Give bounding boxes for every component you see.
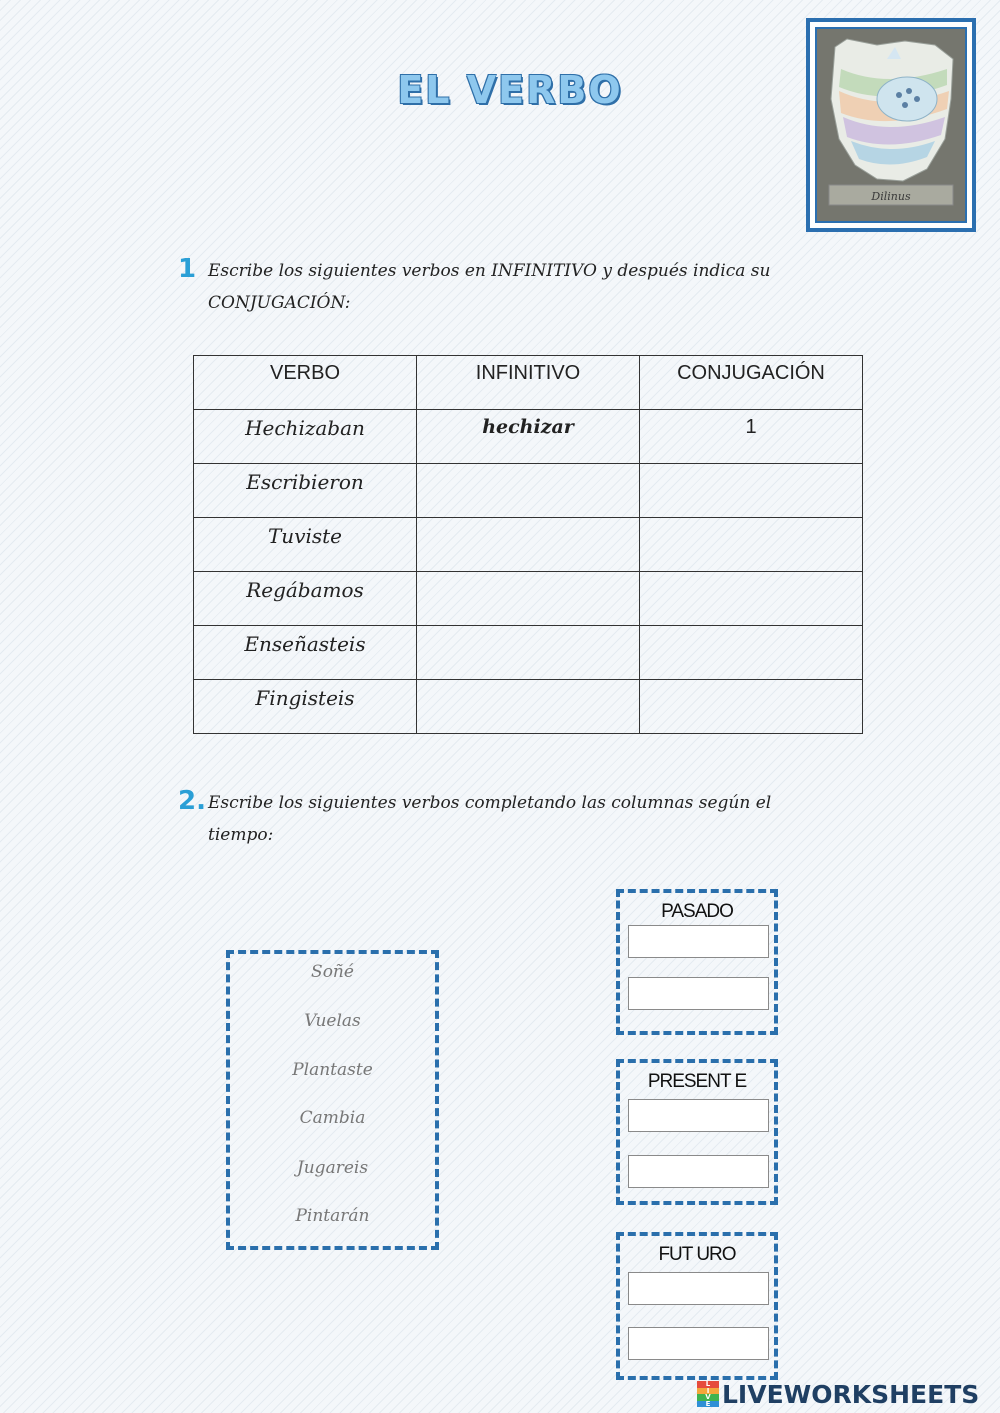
draggable-word[interactable]: Plantaste (292, 1060, 373, 1080)
verb-cell: Escribieron (194, 464, 417, 518)
infinitive-input[interactable] (417, 518, 640, 572)
crest-image (815, 27, 967, 223)
draggable-word[interactable]: Pintarán (295, 1206, 370, 1226)
verb-cell: Regábamos (194, 572, 417, 626)
draggable-word[interactable]: Vuelas (304, 1011, 361, 1031)
drop-field[interactable] (628, 1272, 769, 1305)
exercise2-number: 2. (178, 786, 206, 816)
page-title: EL VERBO (397, 68, 623, 112)
crest-label: Dilinus (871, 190, 911, 203)
conjugation-input[interactable] (640, 626, 863, 680)
conjugation-input[interactable] (640, 572, 863, 626)
table-row (194, 464, 863, 518)
verb-table (193, 355, 863, 734)
tense-label: FUT URO (658, 1244, 736, 1265)
logo-badge-icon: L I V E (697, 1381, 719, 1407)
conjugation-input[interactable] (640, 680, 863, 734)
table-row (194, 410, 863, 464)
header-infinitivo: INFINITIVO (417, 356, 640, 410)
drop-field[interactable] (628, 1099, 769, 1132)
drop-field[interactable] (628, 977, 769, 1010)
exercise2-instruction-line1: Escribe los siguientes verbos completando las columnas según el (208, 793, 772, 813)
verb-cell: Fingisteis (194, 680, 417, 734)
header-verbo: VERBO (194, 356, 417, 410)
exercise1-number: 1 (178, 254, 197, 284)
verb-cell: Hechizaban (194, 410, 417, 464)
tense-label: PRESENT E (647, 1071, 747, 1092)
table-header-row (194, 356, 863, 410)
verb-cell: Tuviste (194, 518, 417, 572)
infinitive-input[interactable] (417, 626, 640, 680)
exercise1-instruction-line2: CONJUGACIÓN: (208, 293, 351, 313)
verb-cell: Enseñasteis (194, 626, 417, 680)
tense-label: PASADO (661, 901, 733, 922)
conjugation-input[interactable] (640, 518, 863, 572)
conjugation-input[interactable] (640, 464, 863, 518)
exercise2-instruction-line2: tiempo: (208, 825, 274, 845)
infinitive-input[interactable] (417, 572, 640, 626)
liveworksheets-logo (697, 1379, 979, 1409)
tense-box-futuro (616, 1232, 778, 1380)
tense-box-presente (616, 1059, 778, 1205)
table-row (194, 626, 863, 680)
infinitive-input[interactable] (417, 680, 640, 734)
crest-image-frame (806, 18, 976, 232)
draggable-word[interactable]: Jugareis (296, 1158, 369, 1178)
exercise1-instruction-line1: Escribe los siguientes verbos en INFINITIVO y después indica su (208, 261, 771, 281)
drop-field[interactable] (628, 925, 769, 958)
table-row (194, 572, 863, 626)
infinitive-input[interactable]: hechizar (417, 410, 640, 464)
conjugation-input[interactable]: 1 (640, 410, 863, 464)
table-row (194, 680, 863, 734)
word-bank (226, 950, 439, 1250)
table-row (194, 518, 863, 572)
drop-field[interactable] (628, 1327, 769, 1360)
header-conjugacion: CONJUGACIÓN (640, 356, 863, 410)
infinitive-input[interactable] (417, 464, 640, 518)
crest-shield-icon (817, 29, 965, 221)
logo-text: LIVEWORKSHEETS (722, 1379, 980, 1409)
tense-box-pasado (616, 889, 778, 1035)
draggable-word[interactable]: Soñé (311, 962, 354, 982)
draggable-word[interactable]: Cambia (299, 1108, 366, 1128)
drop-field[interactable] (628, 1155, 769, 1188)
